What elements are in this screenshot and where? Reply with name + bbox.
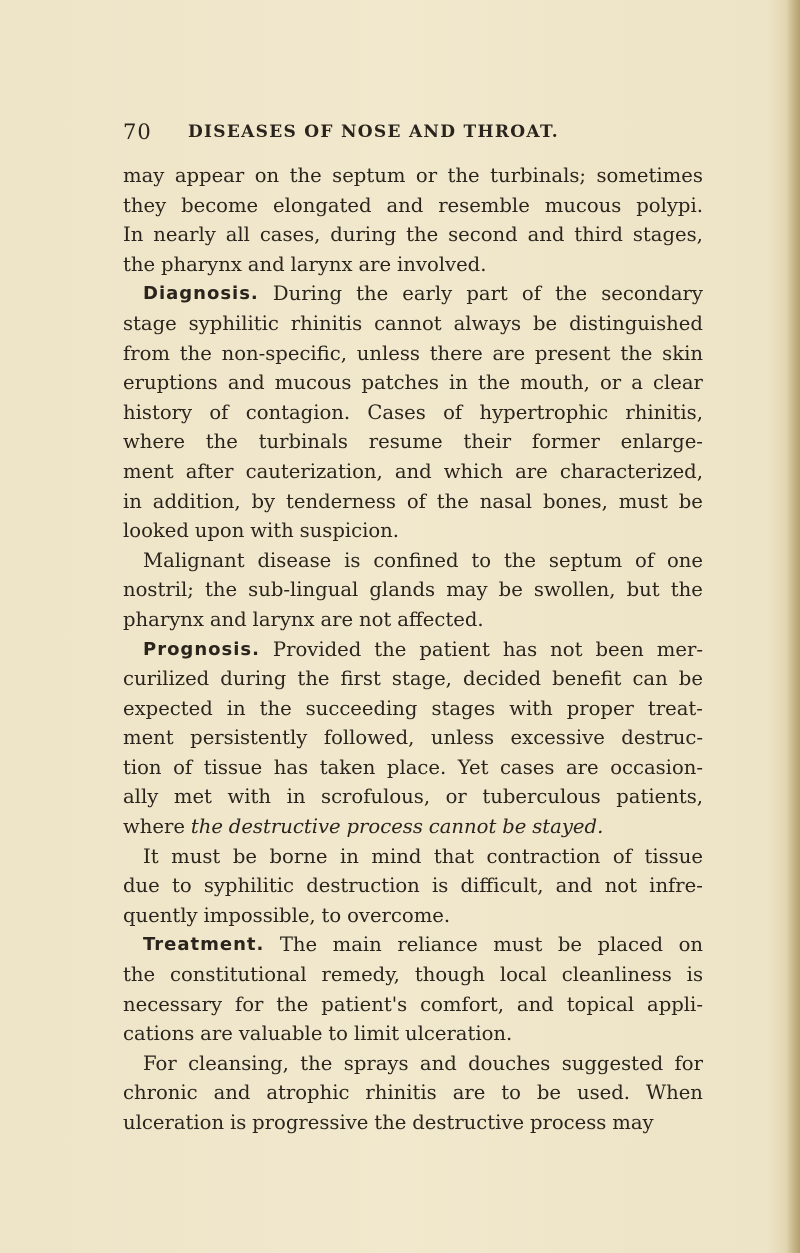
word: enlarge- xyxy=(620,430,703,454)
word: not xyxy=(550,637,583,661)
word: cleanliness xyxy=(561,963,672,987)
word: succeeding xyxy=(305,696,418,720)
word: eruptions xyxy=(123,371,218,395)
word: met xyxy=(173,785,212,809)
italic-word: process xyxy=(346,815,423,839)
text-line xyxy=(123,901,703,931)
word: early xyxy=(402,282,453,306)
word: in xyxy=(339,844,359,868)
text-line xyxy=(123,723,703,753)
word: not xyxy=(604,874,637,898)
word: the xyxy=(436,489,469,513)
word: to xyxy=(328,1022,348,1046)
word: a xyxy=(631,371,643,395)
word: in xyxy=(226,696,246,720)
word: elongated xyxy=(273,193,372,217)
word: and xyxy=(516,992,554,1016)
word: douches xyxy=(468,1051,551,1075)
word: the xyxy=(374,637,407,661)
word: be xyxy=(557,933,582,957)
word: Cases xyxy=(367,400,426,424)
word: and xyxy=(227,371,265,395)
italic-word: cannot xyxy=(428,815,497,839)
word: of xyxy=(612,844,632,868)
word: are xyxy=(565,755,599,779)
word: for xyxy=(674,1051,703,1075)
text-line xyxy=(123,487,703,517)
word: and xyxy=(213,1081,251,1105)
word: resume xyxy=(368,430,443,454)
text-line xyxy=(123,1078,703,1108)
word: first xyxy=(340,667,381,691)
word: mouth, xyxy=(520,371,590,395)
word: confined xyxy=(373,548,459,572)
word: unless xyxy=(356,341,420,365)
word: that xyxy=(433,844,474,868)
word: addition, xyxy=(152,489,241,513)
word: scrofulous, xyxy=(321,785,431,809)
word: stages xyxy=(431,696,496,720)
word: from xyxy=(123,341,170,365)
word: remedy, xyxy=(321,963,400,987)
word: one xyxy=(666,548,703,572)
word: are xyxy=(492,341,526,365)
word: septum xyxy=(548,548,623,572)
italic-word: stayed. xyxy=(532,815,604,839)
word: patches xyxy=(361,371,439,395)
word: syphilitic xyxy=(188,311,279,335)
word: cases, xyxy=(259,223,321,247)
text-line xyxy=(123,191,703,221)
word: where xyxy=(123,815,185,839)
word: the xyxy=(555,282,588,306)
word: the xyxy=(297,667,330,691)
word: the xyxy=(205,430,238,454)
word: to xyxy=(321,903,342,927)
text-line xyxy=(123,812,703,842)
word: used. xyxy=(576,1081,631,1105)
word: on xyxy=(678,933,703,957)
page-number: 70 xyxy=(123,120,152,144)
word: which xyxy=(443,459,504,483)
word: present xyxy=(534,341,611,365)
word: patient xyxy=(419,637,490,661)
word: their xyxy=(463,430,512,454)
word: tenderness xyxy=(286,489,396,513)
word: unless xyxy=(430,726,495,750)
word: nasal xyxy=(479,489,533,513)
word: always xyxy=(453,311,522,335)
word: polypi. xyxy=(636,193,703,217)
word: of xyxy=(173,755,193,779)
text-line xyxy=(123,161,703,191)
word: treat- xyxy=(647,696,703,720)
word: due xyxy=(123,874,160,898)
word: main xyxy=(332,933,382,957)
word: mucous xyxy=(274,371,352,395)
text-line xyxy=(123,1108,703,1138)
word: of xyxy=(209,400,229,424)
word: the xyxy=(123,252,156,276)
word: for xyxy=(234,992,264,1016)
word: ulceration xyxy=(123,1111,225,1134)
text-line xyxy=(123,339,703,369)
word: may xyxy=(612,1111,654,1134)
word: rhinitis xyxy=(365,1081,437,1105)
word: followed, xyxy=(323,726,415,750)
word: the xyxy=(204,578,238,602)
text-line xyxy=(123,309,703,339)
word: infre- xyxy=(649,874,703,898)
text-line xyxy=(123,546,703,576)
word: in xyxy=(123,489,142,513)
section-heading-word: Diagnosis. xyxy=(143,283,259,305)
word: they xyxy=(123,193,167,217)
word: swollen, xyxy=(533,578,616,602)
word: overcome. xyxy=(347,903,451,927)
word: the xyxy=(620,341,653,365)
word: where xyxy=(123,430,185,454)
word: atrophic xyxy=(266,1081,350,1105)
word: comfort, xyxy=(420,992,504,1016)
word: the xyxy=(276,992,309,1016)
word: nostril; xyxy=(123,578,194,602)
word: former xyxy=(531,430,600,454)
word: tissue xyxy=(644,844,703,868)
word: is xyxy=(344,548,361,572)
word: persistently xyxy=(190,726,308,750)
word: ally xyxy=(123,785,159,809)
word: there xyxy=(429,341,483,365)
text-line xyxy=(123,605,703,635)
word: glands xyxy=(369,578,436,602)
word: must xyxy=(618,489,668,513)
word: For xyxy=(143,1051,177,1075)
word: stage, xyxy=(391,667,452,691)
word: been xyxy=(595,637,644,661)
word: hypertrophic xyxy=(479,400,609,424)
word: patient's xyxy=(321,992,408,1016)
word: rhinitis xyxy=(290,311,363,335)
word: be xyxy=(678,667,703,691)
word: It xyxy=(143,844,159,868)
word: topical xyxy=(566,992,635,1016)
word: nearly xyxy=(153,223,216,247)
word: benefit xyxy=(552,667,622,691)
word: placed xyxy=(597,933,664,957)
text-line xyxy=(123,664,703,694)
word: tuberculous xyxy=(482,785,601,809)
word: contraction xyxy=(486,844,601,868)
word: ulceration. xyxy=(404,1022,513,1046)
body-text xyxy=(123,161,703,1138)
word: proper xyxy=(566,696,634,720)
word: not xyxy=(359,607,392,631)
word: stage xyxy=(123,311,177,335)
word: is xyxy=(431,874,449,898)
word: but xyxy=(626,578,660,602)
italic-word: be xyxy=(502,815,527,839)
word: has xyxy=(502,637,538,661)
word: may xyxy=(446,578,488,602)
word: the xyxy=(356,282,389,306)
word: on xyxy=(254,164,280,187)
word: during xyxy=(220,667,287,691)
word: ment xyxy=(123,726,174,750)
word: of xyxy=(443,400,463,424)
word: though xyxy=(414,963,485,987)
word: Malignant xyxy=(143,548,245,572)
word: is xyxy=(686,963,703,987)
word: and xyxy=(386,193,424,217)
text-line xyxy=(123,782,703,812)
word: be xyxy=(678,489,703,513)
text-line xyxy=(123,960,703,990)
word: are xyxy=(358,252,392,276)
word: are xyxy=(452,1081,486,1105)
text-line xyxy=(123,398,703,428)
word: of xyxy=(521,282,541,306)
word: rhinitis, xyxy=(625,400,703,424)
word: turbinals xyxy=(258,430,348,454)
word: be xyxy=(536,1081,562,1105)
word: to xyxy=(501,1081,521,1105)
italic-word: destructive xyxy=(228,815,341,839)
word: borne xyxy=(269,844,328,868)
word: the xyxy=(447,164,480,187)
text-line xyxy=(123,930,703,960)
word: become xyxy=(181,193,259,217)
section-heading-word: Prognosis. xyxy=(143,638,260,660)
word: taken xyxy=(319,755,376,779)
word: cleansing, xyxy=(188,1051,289,1075)
text-line xyxy=(123,694,703,724)
word: turbinals; xyxy=(490,164,587,187)
text-line xyxy=(123,516,703,546)
word: characterized, xyxy=(559,459,703,483)
word: distinguished xyxy=(569,311,703,335)
word: in xyxy=(286,785,306,809)
word: the xyxy=(374,1111,407,1134)
word: expected xyxy=(123,696,213,720)
word: second xyxy=(448,223,518,247)
word: third xyxy=(574,223,623,247)
word: the xyxy=(123,963,156,987)
word: The xyxy=(279,933,318,957)
word: secondary xyxy=(601,282,703,306)
word: or xyxy=(415,164,438,187)
word: during xyxy=(330,223,397,247)
word: pharynx xyxy=(160,252,242,276)
text-line xyxy=(123,1019,703,1049)
word: part xyxy=(466,282,508,306)
word: after xyxy=(185,459,234,483)
word: pharynx xyxy=(123,607,204,631)
word: may xyxy=(123,164,165,187)
word: the xyxy=(477,371,511,395)
word: suspicion. xyxy=(299,519,400,543)
word: the xyxy=(259,696,292,720)
text-line xyxy=(123,457,703,487)
word: be xyxy=(533,311,558,335)
text-line xyxy=(123,871,703,901)
word: stages, xyxy=(632,223,703,247)
word: the xyxy=(503,548,537,572)
word: mer- xyxy=(656,637,703,661)
text-line xyxy=(123,279,703,309)
word: the xyxy=(289,164,322,187)
word: of xyxy=(406,489,426,513)
word: can xyxy=(632,667,668,691)
italic-word: the xyxy=(190,815,223,839)
word: cauterization, xyxy=(245,459,383,483)
running-head: DISEASES OF NOSE AND THROAT. xyxy=(188,122,559,142)
word: be xyxy=(232,844,257,868)
word: excessive xyxy=(510,726,605,750)
word: history xyxy=(123,400,193,424)
text-line xyxy=(123,368,703,398)
word: destruc- xyxy=(621,726,703,750)
word: process xyxy=(529,1111,607,1134)
word: and xyxy=(247,252,285,276)
word: progressive xyxy=(252,1111,369,1134)
word: are xyxy=(515,459,548,483)
word: with xyxy=(250,519,294,543)
word: sub-lingual xyxy=(248,578,359,602)
word: appli- xyxy=(647,992,703,1016)
word: quently xyxy=(123,903,198,927)
word: chronic xyxy=(123,1081,198,1105)
text-line xyxy=(123,575,703,605)
word: In xyxy=(123,223,144,247)
word: ment xyxy=(123,459,174,483)
word: syphilitic xyxy=(203,874,295,898)
word: with xyxy=(509,696,553,720)
word: to xyxy=(171,874,192,898)
word: larynx xyxy=(290,252,353,276)
word: patients, xyxy=(616,785,703,809)
word: involved. xyxy=(396,252,487,276)
word: During xyxy=(272,282,342,306)
word: with xyxy=(227,785,272,809)
word: sometimes xyxy=(596,164,703,187)
word: are xyxy=(200,1022,233,1046)
word: reliance xyxy=(397,933,478,957)
word: are xyxy=(320,607,354,631)
word: must xyxy=(493,933,543,957)
word: or xyxy=(599,371,622,395)
page-edge-shadow xyxy=(786,0,800,1253)
word: affected. xyxy=(397,607,484,631)
word: and xyxy=(394,459,432,483)
word: cases xyxy=(500,755,555,779)
section-heading-word: Treatment. xyxy=(143,934,265,956)
word: difficult, xyxy=(460,874,544,898)
text-line xyxy=(123,842,703,872)
word: contagion. xyxy=(245,400,351,424)
word: Yet xyxy=(457,755,489,779)
word: sprays xyxy=(343,1051,409,1075)
text-line xyxy=(123,990,703,1020)
page-header xyxy=(123,120,703,150)
word: the xyxy=(300,1051,333,1075)
word: local xyxy=(499,963,547,987)
word: to xyxy=(471,548,492,572)
word: valuable xyxy=(238,1022,323,1046)
word: cannot xyxy=(374,311,442,335)
word: is xyxy=(229,1111,247,1134)
text-line xyxy=(123,753,703,783)
word: mind xyxy=(371,844,422,868)
word: resemble xyxy=(438,193,530,217)
word: place. xyxy=(386,755,447,779)
word: the xyxy=(670,578,703,602)
word: in xyxy=(448,371,468,395)
word: of xyxy=(635,548,655,572)
word: skin xyxy=(662,341,703,365)
word: and xyxy=(209,607,247,631)
word: all xyxy=(225,223,250,247)
word: occasion- xyxy=(610,755,703,779)
word: constitutional xyxy=(170,963,307,987)
word: suggested xyxy=(561,1051,664,1075)
word: and xyxy=(555,874,593,898)
word: mucous xyxy=(544,193,622,217)
word: non-specific, xyxy=(221,341,347,365)
word: clear xyxy=(653,371,703,395)
word: disease xyxy=(257,548,332,572)
word: limit xyxy=(353,1022,400,1046)
word: destructive xyxy=(412,1111,525,1134)
word: cations xyxy=(123,1022,195,1046)
word: must xyxy=(171,844,221,868)
word: septum xyxy=(332,164,406,187)
word: be xyxy=(498,578,523,602)
word: by xyxy=(251,489,276,513)
word: necessary xyxy=(123,992,223,1016)
word: upon xyxy=(194,519,245,543)
word: appear xyxy=(174,164,245,187)
word: curilized xyxy=(123,667,210,691)
word: the xyxy=(179,341,212,365)
word: and xyxy=(419,1051,457,1075)
text-line xyxy=(123,220,703,250)
word: bones, xyxy=(542,489,608,513)
word: or xyxy=(445,785,467,809)
text-line xyxy=(123,1049,703,1079)
word: tion xyxy=(123,755,162,779)
word: the xyxy=(406,223,439,247)
word: larynx xyxy=(252,607,315,631)
text-line xyxy=(123,250,703,280)
text-line xyxy=(123,427,703,457)
word: has xyxy=(273,755,309,779)
word: and xyxy=(527,223,565,247)
text-line xyxy=(123,635,703,665)
word: looked xyxy=(123,519,189,543)
word: decided xyxy=(462,667,542,691)
word: destruction xyxy=(306,874,420,898)
word: impossible, xyxy=(203,903,316,927)
word: When xyxy=(645,1081,703,1105)
word: Provided xyxy=(272,637,362,661)
word: tissue xyxy=(203,755,263,779)
